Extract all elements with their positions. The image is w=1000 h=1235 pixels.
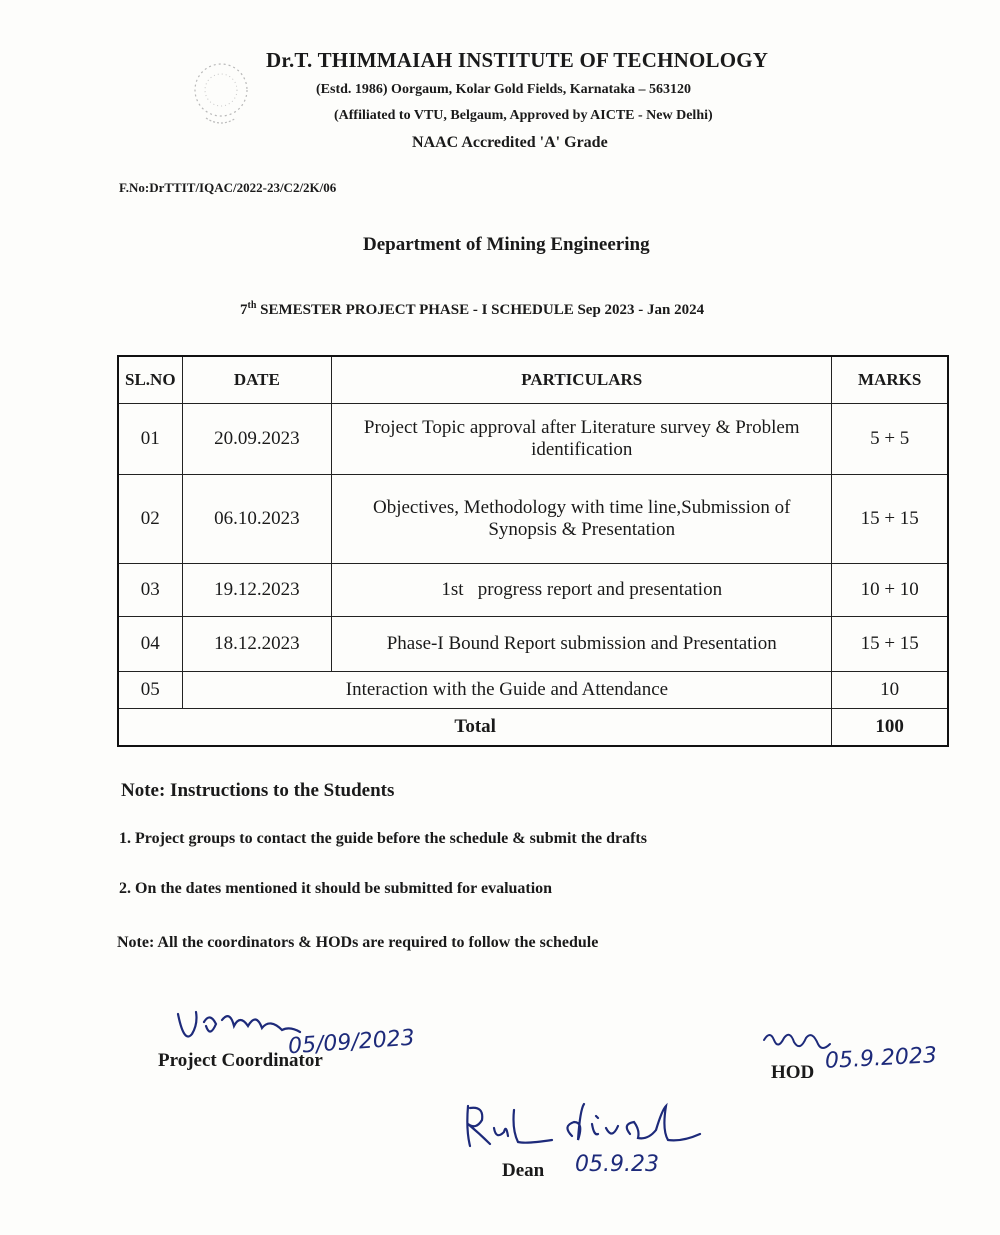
dean-signature: [462, 1100, 707, 1150]
table-total-row: [118, 709, 948, 747]
cell-marks: 10: [832, 672, 948, 709]
department-title: Department of Mining Engineering: [363, 234, 650, 255]
cell-particulars: Objectives, Methodology with time line,Submission of Synopsis & Presentation: [332, 475, 832, 564]
schedule-title: [240, 300, 704, 319]
file-number: F.No:DrTTIT/IQAC/2022-23/C2/2K/06: [119, 180, 337, 195]
institute-affiliation: (Affiliated to VTU, Belgaum, Approved by AICTE - New Delhi): [334, 108, 713, 123]
notes-heading: Note: Instructions to the Students: [121, 780, 395, 801]
cell-sl-no: 04: [118, 617, 182, 672]
table-row: [118, 672, 948, 709]
table-row: [118, 564, 948, 617]
coordinator-sign-date: 05/09/2023: [287, 1025, 416, 1060]
cell-date: 20.09.2023: [182, 404, 332, 475]
header-particulars: PARTICULARS: [332, 356, 832, 404]
header-sl-no: SL.NO: [118, 356, 182, 404]
note-item: 2. On the dates mentioned it should be submitted for evaluation: [119, 880, 553, 897]
institute-name: Dr.T. THIMMAIAH INSTITUTE OF TECHNOLOGY: [266, 48, 769, 72]
institute-address: (Estd. 1986) Oorgaum, Kolar Gold Fields, Karnataka – 563120: [316, 82, 692, 97]
total-marks: 100: [832, 709, 948, 747]
table-row: [118, 404, 948, 475]
cell-particulars: Phase-I Bound Report submission and Presentation: [332, 617, 832, 672]
cell-marks: 10 + 10: [832, 564, 948, 617]
institute-accreditation: NAAC Accredited 'A' Grade: [412, 134, 608, 151]
cell-particulars: Project Topic approval after Literature survey & Problem identification: [332, 404, 832, 475]
institute-seal-icon: [186, 58, 256, 128]
cell-sl-no: 02: [118, 475, 182, 564]
project-coordinator-label: Project Coordinator: [158, 1050, 323, 1071]
cell-marks: 15 + 15: [832, 475, 948, 564]
cell-sl-no: 05: [118, 672, 182, 709]
cell-particulars: 1st progress report and presentation: [332, 564, 832, 617]
cell-particulars: Interaction with the Guide and Attendance: [182, 672, 832, 709]
cell-date: 19.12.2023: [182, 564, 332, 617]
schedule-title-text: SEMESTER PROJECT PHASE - I SCHEDULE Sep 2023 - Jan 2024: [256, 302, 705, 318]
table-header-row: [118, 356, 948, 404]
semester-number: 7: [240, 302, 248, 318]
header-date: DATE: [182, 356, 332, 404]
footer-note: Note: All the coordinators & HODs are required to follow the schedule: [117, 934, 599, 951]
semester-suffix: th: [247, 300, 257, 311]
cell-sl-no: 01: [118, 404, 182, 475]
dean-sign-date: 05.9.23: [575, 1152, 659, 1177]
cell-marks: 15 + 15: [832, 617, 948, 672]
cell-date: 18.12.2023: [182, 617, 332, 672]
header-marks: MARKS: [832, 356, 948, 404]
schedule-table: [117, 355, 949, 747]
total-label: Total: [118, 709, 832, 747]
table-row: [118, 617, 948, 672]
hod-label: HOD: [771, 1062, 815, 1083]
note-item: 1. Project groups to contact the guide before the schedule & submit the drafts: [119, 830, 647, 847]
cell-marks: 5 + 5: [832, 404, 948, 475]
cell-sl-no: 03: [118, 564, 182, 617]
hod-sign-date: 05.9.2023: [824, 1043, 938, 1074]
cell-date: 06.10.2023: [182, 475, 332, 564]
table-row: [118, 475, 948, 564]
dean-label: Dean: [502, 1160, 545, 1181]
